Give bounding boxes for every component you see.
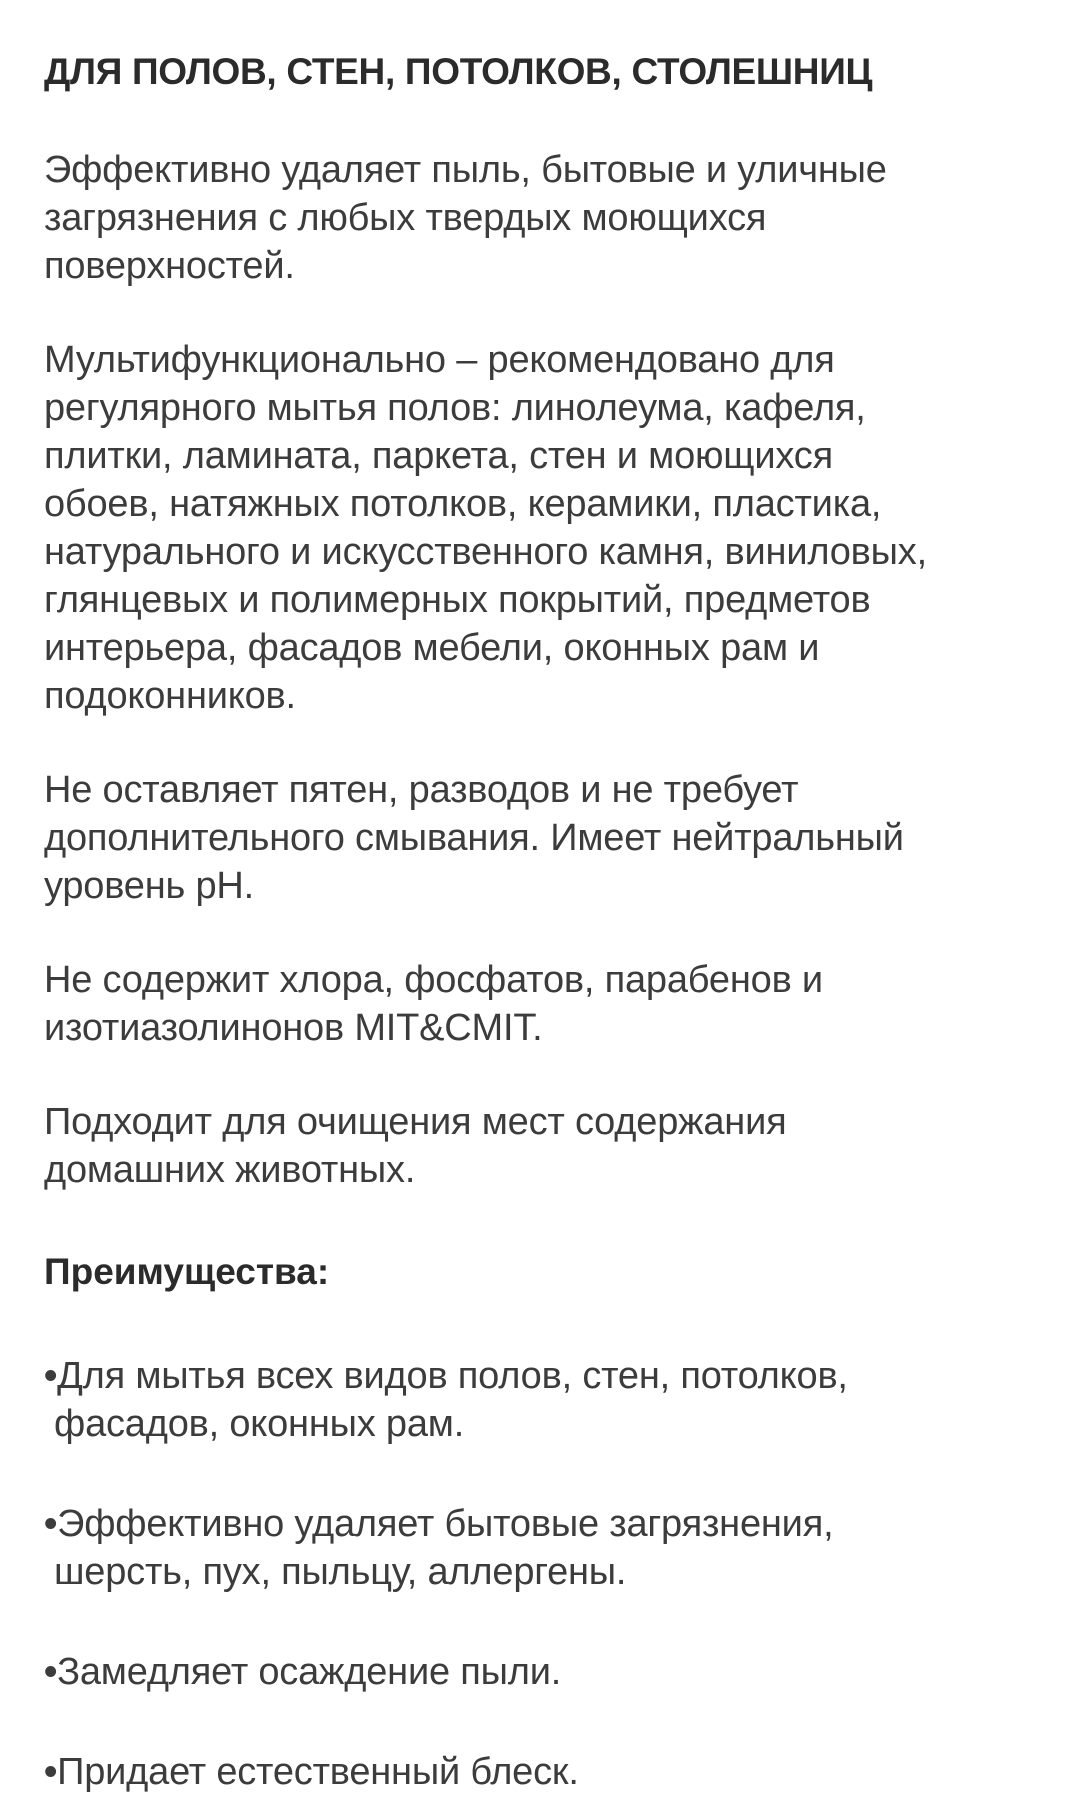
advantages-heading: Преимущества:: [44, 1251, 330, 1292]
text-line: [44, 1352, 1040, 1400]
text-line: Эффективно удаляет пыль, бытовые и уличные: [44, 149, 887, 191]
text-line: [44, 1748, 1040, 1796]
text-line: Мультифункционально – рекомендовано для: [44, 339, 835, 381]
advantage-item: [44, 1352, 1040, 1448]
page-title: ДЛЯ ПОЛОВ, СТЕН, ПОТОЛКОВ, СТОЛЕШНИЦ: [44, 51, 873, 92]
advantage-text: Эффективно удаляет бытовые загрязнения,: [57, 1503, 834, 1545]
text-line: шерсть, пух, пыльцу, аллергены.: [54, 1551, 627, 1593]
paragraph-composition: [44, 956, 1040, 1052]
text-line: уровень pH.: [44, 865, 255, 907]
text-line: [44, 1500, 1040, 1548]
bullet-marker: •: [44, 1751, 58, 1793]
text-line: домашних животных.: [44, 1149, 416, 1191]
text-line: Подходит для очищения мест содержания: [44, 1101, 787, 1143]
bullet-marker: •: [44, 1355, 58, 1397]
text-line: глянцевых и полимерных покрытий, предметов: [44, 579, 871, 621]
advantage-text: Придает естественный блеск.: [57, 1751, 579, 1793]
text-line: интерьера, фасадов мебели, оконных рам и: [44, 627, 820, 669]
advantage-item: [44, 1648, 1040, 1696]
text-line: натурального и искусственного камня, виниловых,: [44, 531, 927, 573]
text-line: загрязнения с любых твердых моющихся: [44, 197, 767, 239]
advantage-text: Замедляет осаждение пыли.: [57, 1651, 562, 1693]
bullet-marker: •: [44, 1651, 58, 1693]
advantage-item: [44, 1748, 1040, 1796]
advantage-text: Для мытья всех видов полов, стен, потолков,: [57, 1355, 848, 1397]
paragraph-cleaning: [44, 146, 1040, 290]
text-line: Не оставляет пятен, разводов и не требует: [44, 769, 799, 811]
text-line: изотиазолинонов MIT&CMIT.: [44, 1007, 543, 1049]
text-line: фасадов, оконных рам.: [54, 1403, 465, 1445]
paragraph-pets: [44, 1098, 1040, 1194]
text-line: регулярного мытья полов: линолеума, кафеля,: [44, 387, 866, 429]
text-line: подоконников.: [44, 675, 296, 717]
text-line: обоев, натяжных потолков, керамики, пластика,: [44, 483, 882, 525]
advantage-item: [44, 1500, 1040, 1596]
text-line: плитки, ламината, паркета, стен и моющихся: [44, 435, 833, 477]
text-line: Не содержит хлора, фосфатов, парабенов и: [44, 959, 823, 1001]
bullet-marker: •: [44, 1503, 58, 1545]
text-line: дополнительного смывания. Имеет нейтральный: [44, 817, 904, 859]
paragraph-multifunctional: [44, 336, 1040, 720]
text-line: [44, 1648, 1040, 1696]
paragraph-no-streaks: [44, 766, 1040, 910]
text-line: поверхностей.: [44, 245, 295, 287]
